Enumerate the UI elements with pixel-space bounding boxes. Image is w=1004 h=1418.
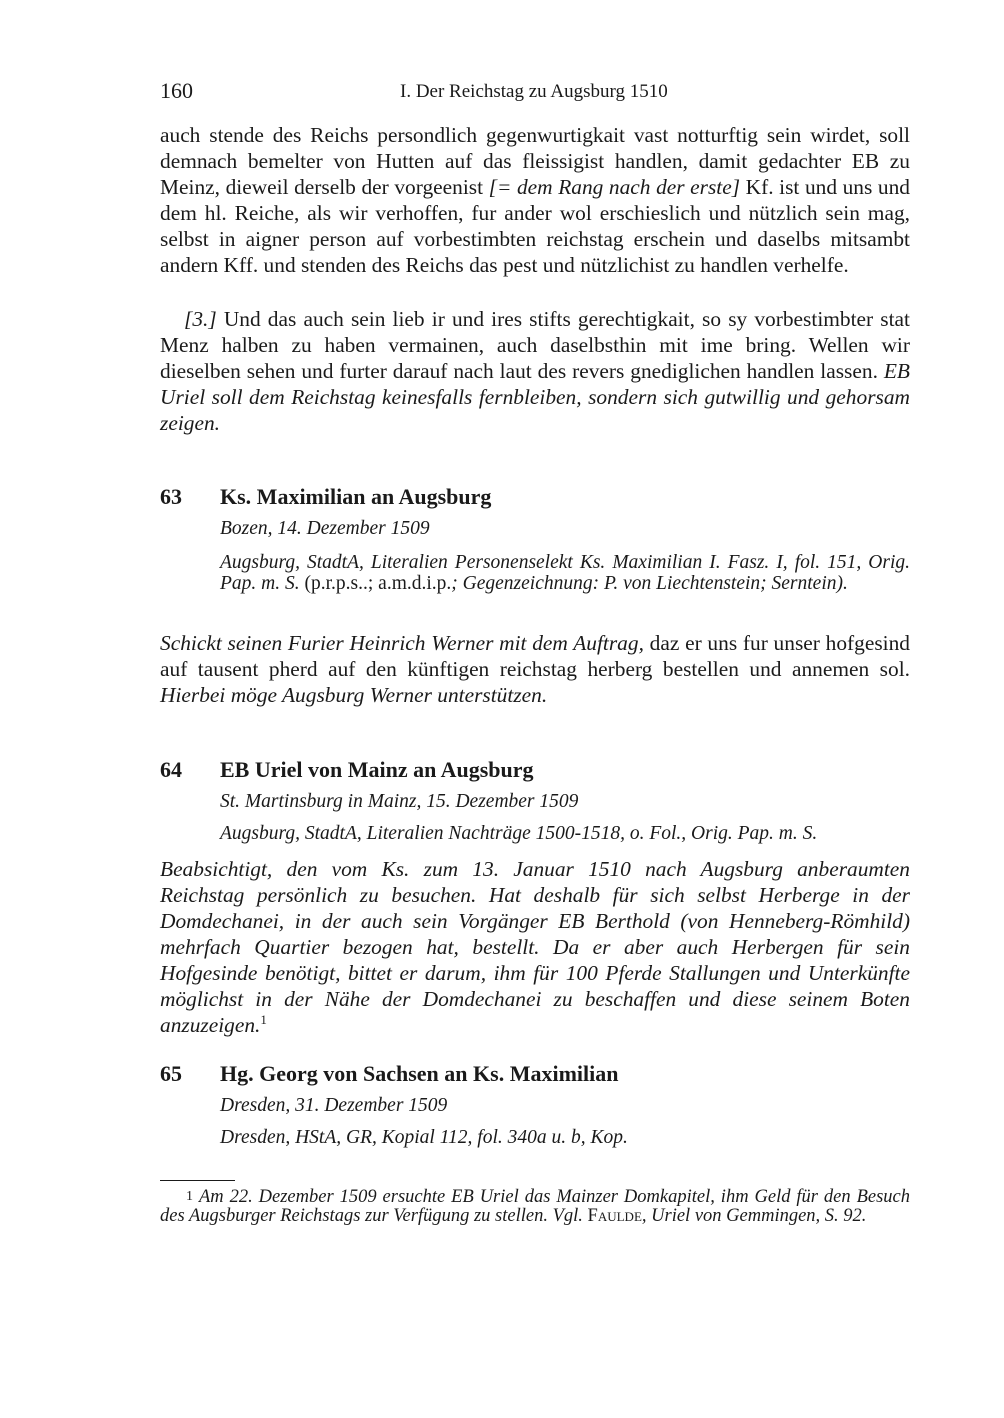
- footnote-text: , Uriel von Gemmingen, S. 92.: [641, 1206, 867, 1226]
- footnote-author: Faulde: [587, 1206, 642, 1226]
- regest-text: Beabsichtigt, den vom Ks. zum 13. Januar 1510 nach Augsburg anberaumten Reichstag persönlich zu besuchen. Hat deshalb für sich selbst Herberge in der Domdechanei, in der auch sein Vorgänger EB Berthold (von Henneberg-Römhild) mehrfach Quartier bezogen hat, bestellt. Da er aber auch Herbergen für sein Hofgesinde benötigt, bittet er darum, ihm für 100 Pferde Stallungen und Unterkünfte möglichst in der Nähe der Domdechanei zu beschaffen und diese seinem Boten anzuzeigen.: [160, 857, 910, 1037]
- source-upright: (p.r.p.s..; a.m.d.i.p.: [304, 573, 452, 594]
- source-text: Augsburg, StadtA, Literalien Personenselekt Ks. Maximilian I. Fasz. I, fol. 151, Orig. Pap. m. S.: [220, 552, 910, 594]
- entry-number: 63: [160, 484, 182, 509]
- regest-italic: Hierbei möge Augsburg Werner unterstützen.: [160, 683, 548, 707]
- entry-title: Ks. Maximilian an Augsburg: [220, 484, 492, 509]
- entry-number: 65: [160, 1061, 182, 1086]
- source-text: ; Gegenzeichnung: P. von Liechtenstein; Serntein).: [451, 573, 848, 594]
- paragraph-marker: [3.]: [184, 307, 217, 331]
- regest-quote: daz er uns fur unser hofgesind auf tausent pherd auf den künftigen reichstag herberg bestellen und annemen sol.: [160, 631, 910, 681]
- footnote-reference[interactable]: 1: [260, 1011, 267, 1027]
- entry-title: Hg. Georg von Sachsen an Ks. Maximilian: [220, 1061, 619, 1086]
- entry-number: 64: [160, 757, 182, 782]
- entry-regest: [160, 856, 910, 1038]
- footnote-text: Am 22. Dezember 1509 ersuchte EB Uriel das Mainzer Domkapitel, ihm Geld für den Besuch des Augsburger Reichstags zur Verfügung zu stellen. Vgl.: [160, 1187, 910, 1226]
- entry-heading-65: [160, 1061, 910, 1091]
- paragraph-continued: [160, 122, 910, 278]
- entry-source: [220, 552, 910, 594]
- paragraph-3: [160, 306, 910, 436]
- editorial-summary: EB Uriel soll dem Reichstag keinesfalls fernbleiben, sondern sich gutwillig und gehorsam zeigen.: [160, 359, 910, 435]
- entry-place-date: St. Martinsburg in Mainz, 15. Dezember 1509: [220, 791, 579, 812]
- page-number: 160: [160, 78, 193, 103]
- entry-source: Dresden, HStA, GR, Kopial 112, fol. 340a u. b, Kop.: [220, 1127, 628, 1148]
- entry-heading-64: [160, 757, 910, 787]
- paragraph-text: Kf. ist und uns und dem hl. Reiche, als wir verhoffen, fur ander wol erschieslich und nützlich sein mag, selbst in aigner person auf vorbestimbten reichstag erschein und daselbs mitsambt andern Kff. und stenden des Reichs das pest und nützlichist zu handlen verhelfe.: [160, 175, 910, 277]
- paragraph-text: Und das auch sein lieb ir und ires stifts gerechtigkait, so sy vorbestimbter stat Menz halben zu haben vermainen, auch daselbsthin mit ime bring. Wellen wir dieselben sehen und furter darauf nach laut des revers gnediglichen handlen lassen.: [160, 307, 910, 383]
- entry-source: Augsburg, StadtA, Literalien Nachträge 1500-1518, o. Fol., Orig. Pap. m. S.: [220, 823, 818, 844]
- entry-regest: [160, 630, 910, 708]
- footnote-mark: 1: [186, 1189, 193, 1204]
- entry-heading-63: [160, 484, 910, 514]
- paragraph-text: auch stende des Reichs persondlich gegenwurtigkait vast notturftig sein wirdet, soll demnach bemelter von Hutten auf das fleissigist handlen, damit gedachter EB zu Meinz, dieweil derselb der vorgeenist: [160, 123, 910, 199]
- footnote: [160, 1188, 910, 1226]
- running-head: [160, 78, 910, 108]
- entry-place-date: Dresden, 31. Dezember 1509: [220, 1095, 448, 1116]
- footnote-rule: [160, 1180, 235, 1181]
- editorial-note: [= dem Rang nach der erste]: [488, 175, 741, 199]
- entry-title: EB Uriel von Mainz an Augsburg: [220, 757, 534, 782]
- entry-place-date: Bozen, 14. Dezember 1509: [220, 518, 430, 539]
- running-title: I. Der Reichstag zu Augsburg 1510: [400, 81, 668, 102]
- regest-italic: Schickt seinen Furier Heinrich Werner mit dem Auftrag,: [160, 631, 644, 655]
